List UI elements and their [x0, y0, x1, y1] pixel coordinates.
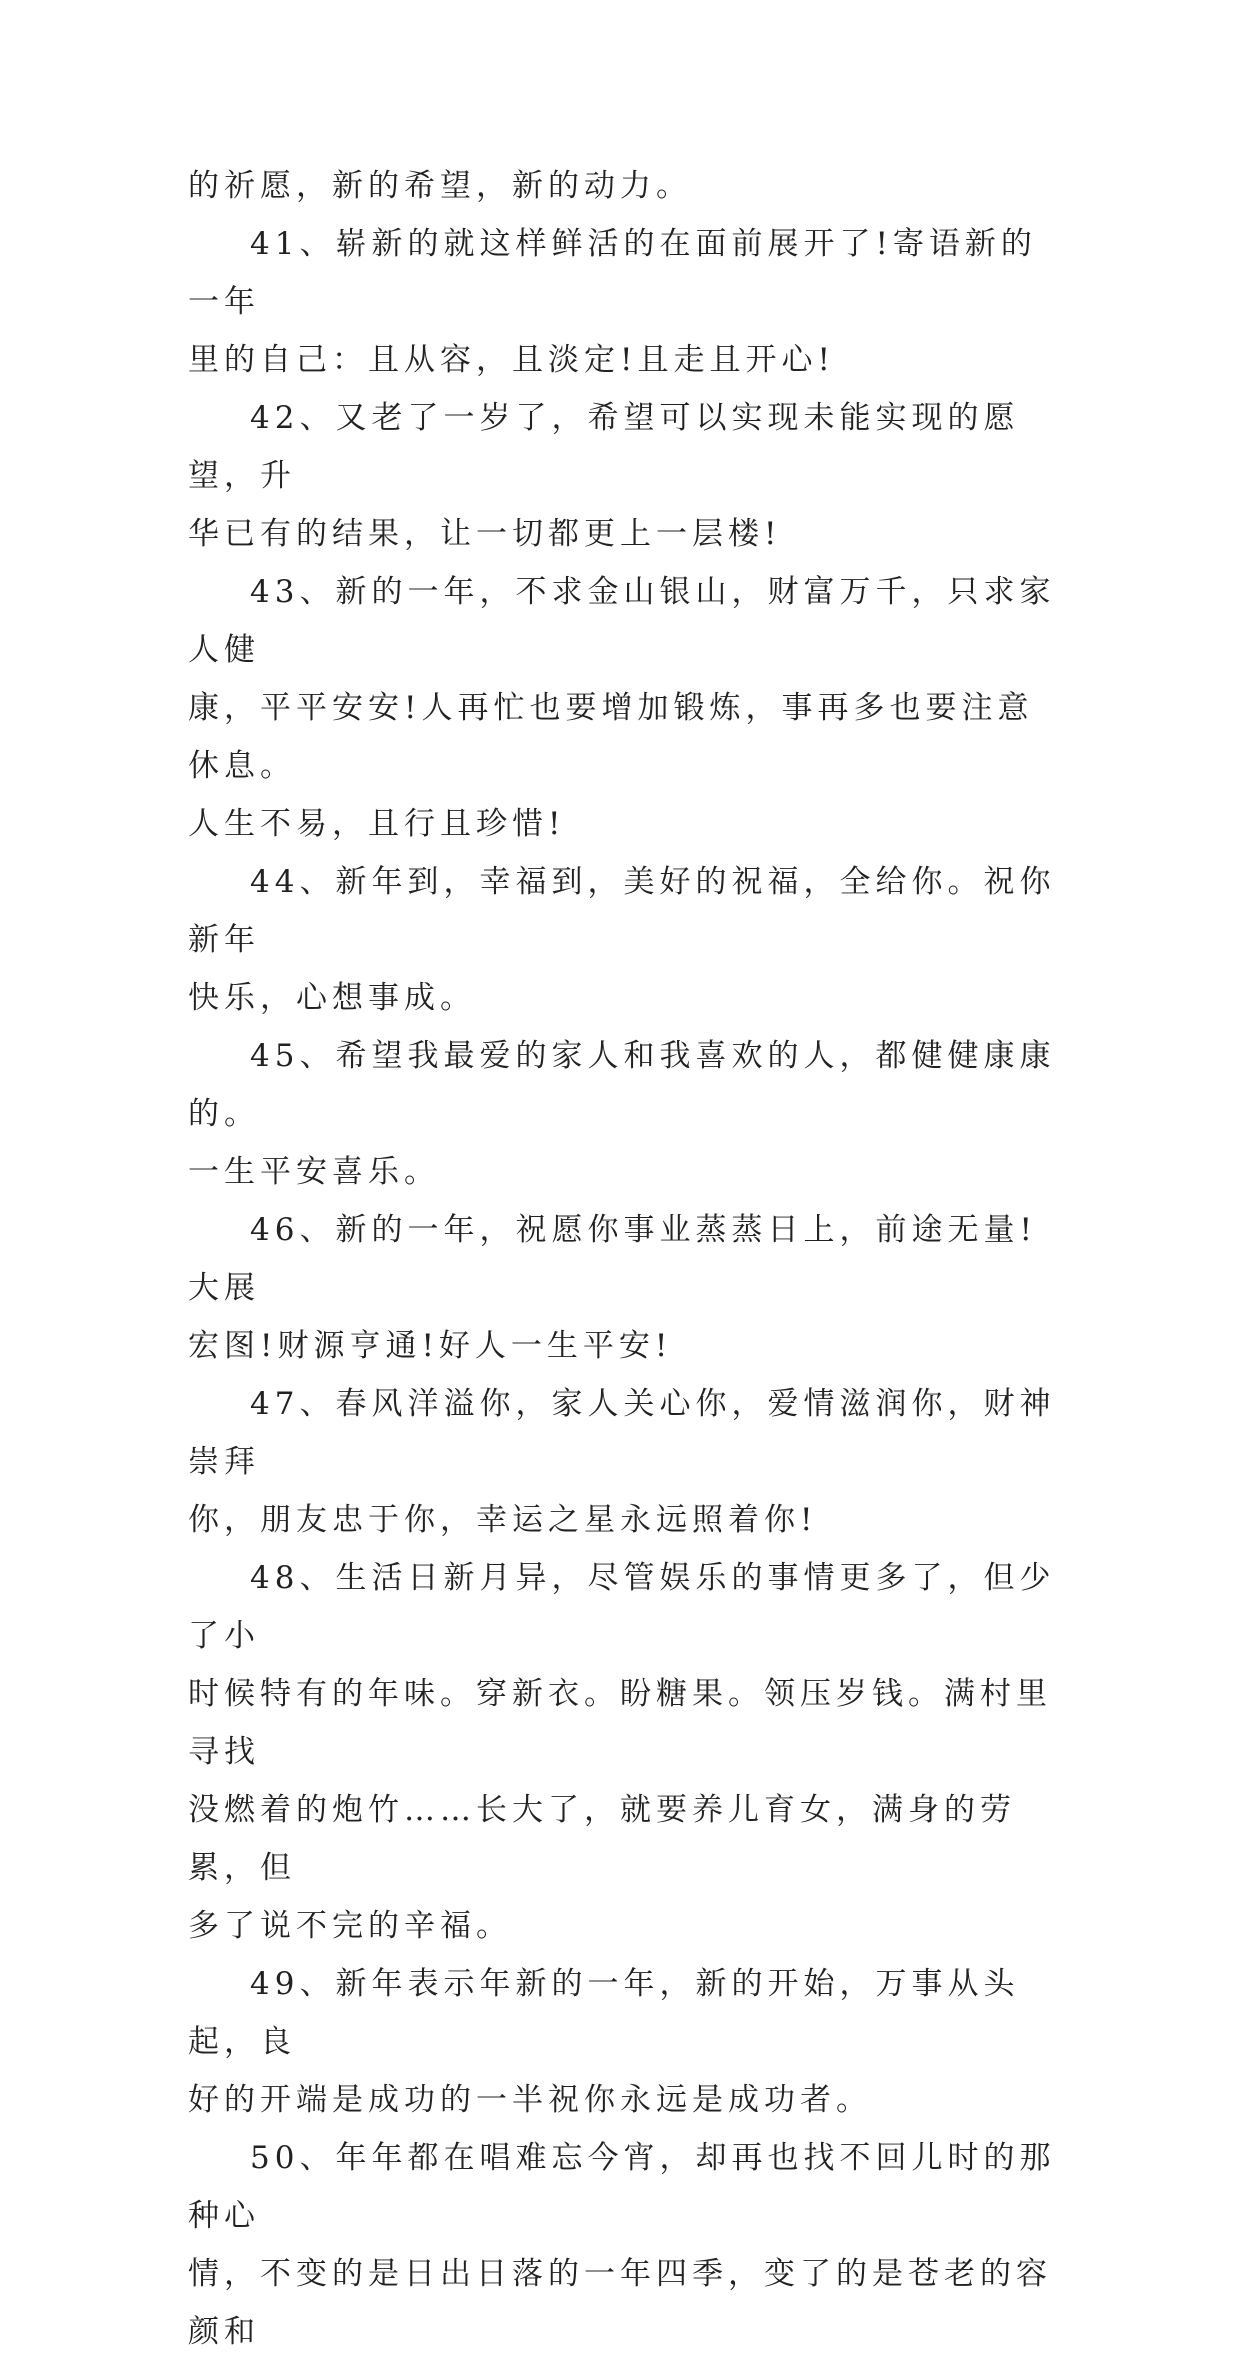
- text-line: 宏图!财源亨通!好人一生平安!: [188, 1328, 673, 1364]
- text-line: 你，朋友忠于你，幸运之星永远照着你!: [188, 1502, 818, 1538]
- paragraph: [188, 1549, 1068, 1955]
- paragraph: [188, 563, 1068, 853]
- text-line: 里的自己：且从容，且淡定!且走且开心!: [188, 342, 835, 378]
- paragraph: [188, 1955, 1068, 2129]
- text-line: 44、新年到，幸福到，美好的祝福，全给你。祝你新年: [188, 864, 1056, 958]
- text-line: 一生平安喜乐。: [188, 1154, 440, 1190]
- paragraph: [188, 157, 1068, 215]
- text-line: 47、春风洋溢你，家人关心你，爱情滋润你，财神崇拜: [188, 1386, 1056, 1480]
- paragraph: [188, 2129, 1068, 2361]
- text-line: 时候特有的年味。穿新衣。盼糖果。领压岁钱。满村里寻找: [188, 1676, 1052, 1770]
- paragraph: [188, 853, 1068, 1027]
- text-line: 康，平平安安!人再忙也要增加锻炼，事再多也要注意休息。: [188, 690, 1034, 784]
- text-line: 42、又老了一岁了，希望可以实现未能实现的愿望，升: [188, 400, 1020, 494]
- paragraph: [188, 1201, 1068, 1375]
- text-line: 48、生活日新月异，尽管娱乐的事情更多了，但少了小: [188, 1560, 1056, 1654]
- text-line: 人生不易，且行且珍惜!: [188, 806, 566, 842]
- text-line: 多了说不完的辛福。: [188, 1908, 512, 1944]
- text-line: 没燃着的炮竹……长大了，就要养儿育女，满身的劳累，但: [188, 1792, 1016, 1886]
- paragraph: [188, 1375, 1068, 1549]
- paragraph: [188, 1027, 1068, 1201]
- paragraph: [188, 389, 1068, 563]
- paragraph: [188, 215, 1068, 389]
- document-body: [188, 157, 1068, 2361]
- text-line: 49、新年表示年新的一年，新的开始，万事从头起，良: [188, 1966, 1020, 2060]
- text-line: 的祈愿，新的希望，新的动力。: [188, 168, 692, 204]
- text-line: 情，不变的是日出日落的一年四季，变了的是苍老的容颜和: [188, 2256, 1052, 2350]
- text-line: 好的开端是成功的一半祝你永远是成功者。: [188, 2082, 872, 2118]
- text-line: 快乐，心想事成。: [188, 980, 476, 1016]
- text-line: 46、新的一年，祝愿你事业蒸蒸日上，前途无量!大展: [188, 1212, 1037, 1306]
- text-line: 50、年年都在唱难忘今宵，却再也找不回儿时的那种心: [188, 2140, 1056, 2234]
- text-line: 45、希望我最爱的家人和我喜欢的人，都健健康康的。: [188, 1038, 1056, 1132]
- text-line: 华已有的结果，让一切都更上一层楼!: [188, 516, 782, 552]
- text-line: 41、崭新的就这样鲜活的在面前展开了!寄语新的一年: [188, 226, 1037, 320]
- text-line: 43、新的一年，不求金山银山，财富万千，只求家人健: [188, 574, 1056, 668]
